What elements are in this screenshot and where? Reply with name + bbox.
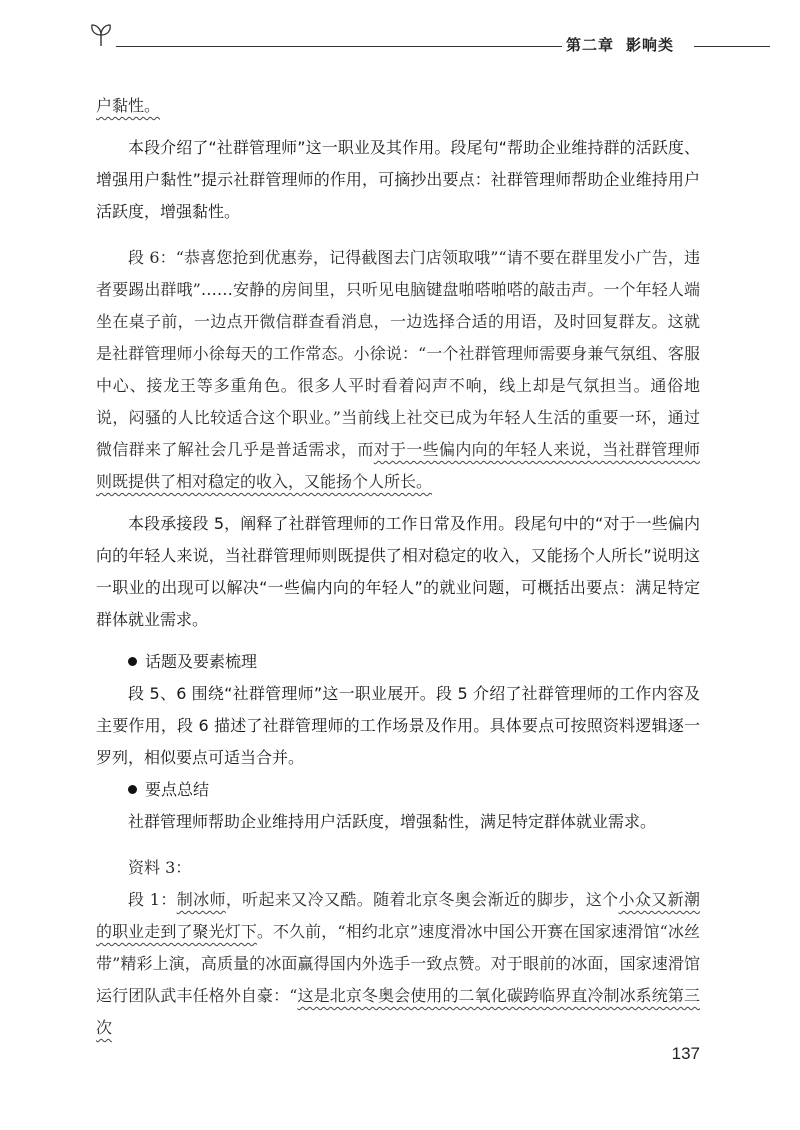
underlined-text: 制冰师: [176, 890, 226, 909]
underlined-text: 户黏性。: [96, 96, 161, 115]
header-rule-left: [116, 46, 562, 47]
bullet-heading-text: 话题及要素梳理: [145, 652, 258, 671]
running-header: [0, 0, 800, 70]
paragraph-continuation: [96, 90, 700, 122]
source-paragraph-1: [96, 884, 700, 1044]
topic-paragraph: 段 5、6 围绕“社群管理师”这一职业展开。段 5 介绍了社群管理师的工作内容及主要作用，段 6 描述了社群管理师的工作场景及作用。具体要点可按照资料逻辑逐一罗列，相似要点可适当合并。: [96, 684, 700, 767]
bullet-icon: [128, 785, 137, 794]
analysis-paragraph-1: 本段介绍了“社群管理师”这一职业及其作用。段尾句“帮助企业维持群的活跃度、增强用户黏性”提示社群管理师的作用，可摘抄出要点：社群管理师帮助企业维持用户活跃度，增强黏性。: [96, 138, 700, 221]
bullet-heading-text: 要点总结: [145, 780, 210, 799]
analysis-paragraph-2: 本段承接段 5，阐释了社群管理师的工作日常及作用。段尾句中的“对于一些偏内向的年轻人来说，当社群管理师则既提供了相对稳定的收入，又能扬个人所长”说明这一职业的出现可以解决“一些偏内向的年轻人”的就业问题，可概括出要点：满足特定群体就业需求。: [96, 514, 700, 629]
page-body: [96, 90, 700, 1044]
sprout-icon: [86, 20, 116, 50]
summary-paragraph: 社群管理师帮助企业维持用户活跃度，增强黏性，满足特定群体就业需求。: [128, 812, 657, 831]
chapter-name: 影响类: [626, 36, 675, 54]
material-label: 资料 3：: [128, 858, 192, 877]
source-text: 段 6：“恭喜您抢到优惠券，记得截图去门店领取哦”“请不要在群里发小广告，违者要踢出群哦”……安静的房间里，只听见电脑键盘啪嗒啪嗒的敲击声。一个年轻人端坐在桌子前，一边点开微信群查看消息，一边选择合适的用语，及时回复群友。这就是社群管理师小徐每天的工作常态。小徐说：“一个社群管理师需要身兼气氛组、客服中心、接龙王等多重角色。很多人平时看着闷声不响，线上却是气氛担当。通俗地说，闷骚的人比较适合这个职业。”当前线上社交已成为年轻人生活的重要一环，通过微信群来了解社会几乎是普适需求，而: [96, 248, 700, 459]
chapter-title: [566, 34, 674, 55]
header-rule-right: [694, 46, 770, 47]
source-text: 。不久前，“相约北京”速度滑冰中国公开赛在国家速滑馆“冰丝带”精彩上演，高质量的冰面赢得国内外选手一致点赞。对于眼前的冰面，国家速滑馆运行团队武丰任格外自豪：“: [96, 922, 700, 1005]
underlined-text: 小众又新潮的职业走到了聚光灯下: [96, 890, 700, 941]
paragraph-lead: 段 1：: [128, 890, 177, 909]
underlined-text: 对于一些偏内向的年轻人来说，当社群管理师则既提供了相对稳定的收入，又能扬个人所长。: [96, 440, 700, 491]
bullet-icon: [128, 657, 137, 666]
chapter-number: 第二章: [566, 36, 615, 54]
page-number: 137: [671, 1044, 700, 1063]
bullet-heading-summary: [96, 774, 700, 806]
underlined-text: 这是北京冬奥会使用的二氧化碳跨临界直冷制冰系统第三次: [96, 986, 700, 1037]
bullet-heading-topic: [96, 646, 700, 678]
source-paragraph-6: [96, 242, 700, 498]
source-text: ，听起来又冷又酷。随着北京冬奥会渐近的脚步，这个: [225, 890, 619, 909]
